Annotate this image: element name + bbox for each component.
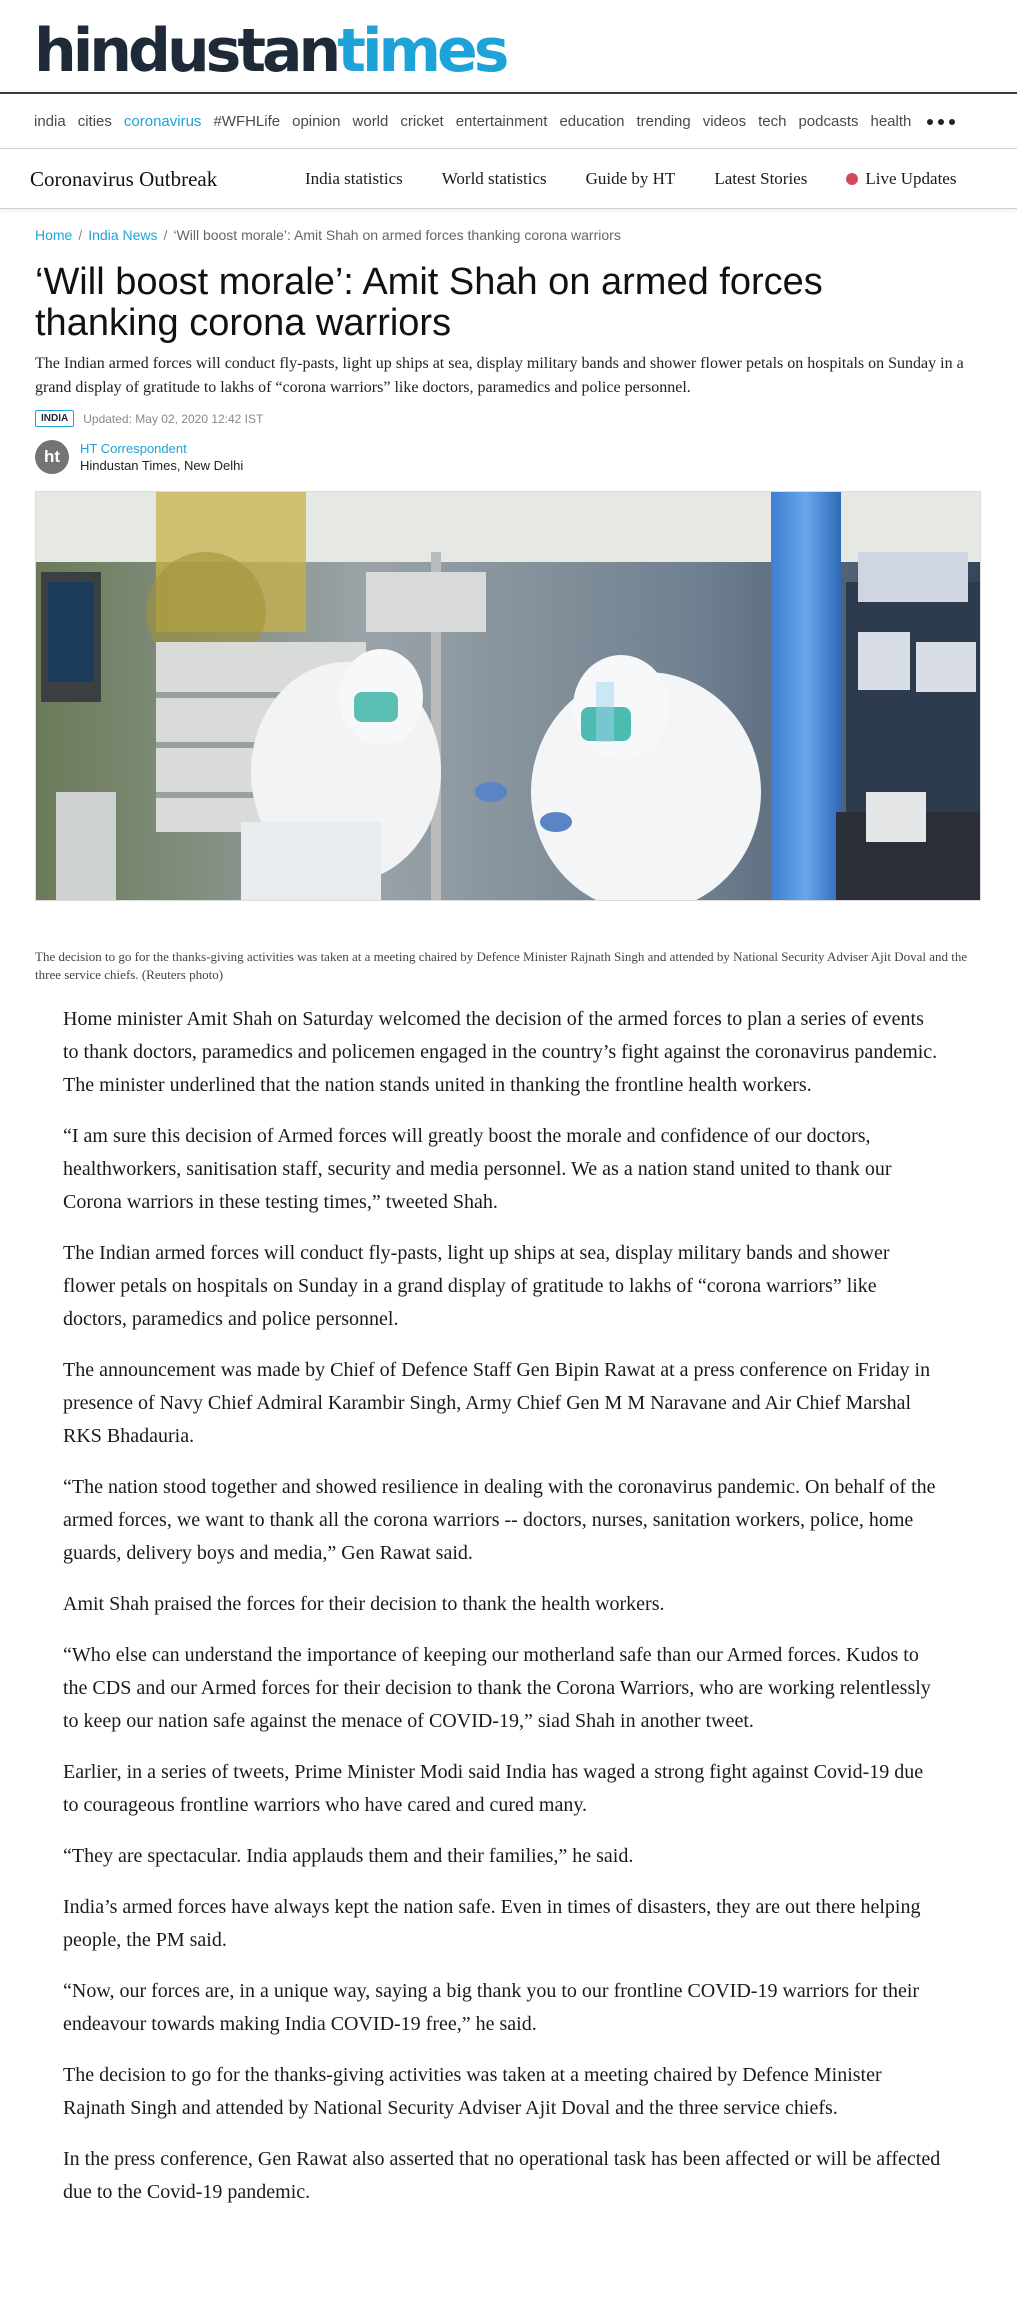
author-row — [35, 440, 243, 474]
breadcrumb-separator: / — [163, 227, 168, 243]
nav-items — [34, 113, 955, 131]
article-paragraph: The decision to go for the thanks-giving activities was taken at a meeting chaired by Defence Minister Rajnath Singh and attended by National Security Adviser Ajit Doval and the three service chiefs. — [63, 2064, 882, 2119]
hero-image-illustration — [36, 492, 981, 901]
page-title: ‘Will boost morale’: Amit Shah on armed forces thanking corona warriors — [35, 261, 823, 344]
article-summary: The Indian armed forces will conduct fly-pasts, light up ships at sea, display military bands and shower flower petals on hospitals on Sunday in a grand display of gratitude to lakhs of “corona warriors” like doctors, paramedics and police personnel. — [35, 355, 964, 396]
outbreak-link-india-statistics[interactable]: India statistics — [305, 169, 403, 188]
nav-item-tech[interactable]: tech — [758, 113, 787, 130]
nav-item-india[interactable]: india — [34, 113, 66, 130]
live-dot-icon — [846, 173, 858, 185]
logo-part-hindustan: hindustan — [34, 16, 338, 86]
article-paragraph: In the press conference, Gen Rawat also asserted that no operational task has been affected or will be affected due to the Covid-19 pandemic. — [63, 2148, 941, 2203]
article-paragraph: “They are spectacular. India applauds them and their families,” he said. — [63, 1845, 634, 1867]
author-avatar: ht — [35, 440, 69, 474]
nav-item-wfhlife[interactable]: #WFHLife — [213, 113, 281, 130]
nav-item-education[interactable]: education — [559, 113, 625, 130]
nav-item-world[interactable]: world — [352, 113, 389, 130]
article-paragraph: Amit Shah praised the forces for their decision to thank the health workers. — [63, 1593, 665, 1615]
nav-item-health[interactable]: health — [870, 113, 912, 130]
article-paragraph: Earlier, in a series of tweets, Prime Minister Modi said India has waged a strong fight against Covid-19 due to courageous frontline warriors who have cared and cured many. — [63, 1761, 924, 1816]
author-info — [80, 440, 243, 474]
article-paragraph: “The nation stood together and showed resilience in dealing with the coronavirus pandemic. On behalf of the armed forces, we want to thank all the corona warriors -- doctors, nurses, sanitation workers, police, home guards, delivery boys and media,” Gen Rawat said. — [63, 1476, 936, 1564]
outbreak-bar — [0, 149, 1017, 209]
outbreak-links — [305, 169, 995, 189]
nav-item-opinion[interactable]: opinion — [292, 113, 341, 130]
image-caption: The decision to go for the thanks-giving activities was taken at a meeting chaired by Defence Minister Rajnath Singh and attended by National Security Adviser Ajit Doval and the three service chiefs. (Reuters photo) — [35, 949, 968, 982]
article-meta — [35, 410, 263, 427]
nav-item-cities[interactable]: cities — [77, 113, 112, 130]
article-paragraph: India’s armed forces have always kept the nation safe. Even in times of disasters, they are out there helping people, the PM said. — [63, 1896, 921, 1951]
outbreak-link-world-statistics[interactable]: World statistics — [441, 169, 547, 188]
section-badge[interactable]: INDIA — [35, 410, 74, 427]
author-name[interactable]: HT Correspondent — [80, 441, 187, 456]
live-updates-link[interactable] — [846, 169, 956, 189]
article-paragraph: The announcement was made by Chief of Defence Staff Gen Bipin Rawat at a press conference on Friday in presence of Navy Chief Admiral Karambir Singh, Army Chief Gen M M Naravane and Air Chief Marshal RKS Bhadauria. — [63, 1359, 931, 1447]
author-place: Hindustan Times, New Delhi — [80, 458, 244, 473]
breadcrumb-separator: / — [78, 227, 83, 243]
article-paragraph: “Now, our forces are, in a unique way, saying a big thank you to our frontline COVID-19 warriors for their endeavour towards making India COVID-19 free,” he said. — [63, 1980, 920, 2035]
article-paragraph: “Who else can understand the importance of keeping our motherland safe than our Armed forces. Kudos to the CDS and our Armed forces for their decision to thank the Corona Warriors, who are working relentlessly to keep our nation safe against the menace of COVID-19,” siad Shah in another tweet. — [63, 1644, 931, 1732]
breadcrumb-current: ‘Will boost morale’: Amit Shah on armed forces thanking corona warriors — [173, 227, 621, 243]
nav-item-coronavirus[interactable]: coronavirus — [123, 113, 202, 130]
outbreak-link-latest-stories[interactable]: Latest Stories — [714, 169, 808, 188]
nav-item-trending[interactable]: trending — [636, 113, 691, 130]
nav-item-cricket[interactable]: cricket — [400, 113, 444, 130]
logo-part-times: times — [337, 16, 506, 86]
live-updates-label: Live Updates — [865, 169, 957, 188]
breadcrumb — [35, 227, 621, 243]
logo-bar — [0, 0, 1017, 94]
more-menu-icon[interactable] — [927, 113, 955, 131]
breadcrumb-india-news[interactable]: India News — [88, 227, 158, 243]
outbreak-link-guide-by-ht[interactable]: Guide by HT — [585, 169, 676, 188]
article-paragraph: Home minister Amit Shah on Saturday welcomed the decision of the armed forces to plan a series of events to thank doctors, paramedics and policemen engaged in the country’s fight against the coronavirus pandemic. The minister underlined that the nation stands united in thanking the frontline health workers. — [63, 1008, 938, 1096]
article-paragraph: The Indian armed forces will conduct fly-pasts, light up ships at sea, display military bands and shower flower petals on hospitals on Sunday in a grand display of gratitude to lakhs of “corona warriors” like doctors, paramedics and police personnel. — [63, 1242, 890, 1330]
nav-item-entertainment[interactable]: entertainment — [455, 113, 548, 130]
nav-item-videos[interactable]: videos — [702, 113, 747, 130]
updated-timestamp: Updated: May 02, 2020 12:42 IST — [83, 411, 264, 426]
outbreak-title[interactable]: Coronavirus Outbreak — [30, 167, 218, 191]
article-body — [63, 1003, 943, 2227]
hero-image — [35, 491, 981, 901]
site-logo[interactable] — [34, 16, 505, 86]
breadcrumb-home[interactable]: Home — [35, 227, 73, 243]
article-paragraph: “I am sure this decision of Armed forces will greatly boost the morale and confidence of our doctors, healthworkers, sanitisation staff, security and media personnel. We as a nation stand united to thank our Corona warriors in these testing times,” tweeted Shah. — [63, 1125, 892, 1213]
nav-item-podcasts[interactable]: podcasts — [798, 113, 859, 130]
main-nav — [0, 94, 1017, 149]
